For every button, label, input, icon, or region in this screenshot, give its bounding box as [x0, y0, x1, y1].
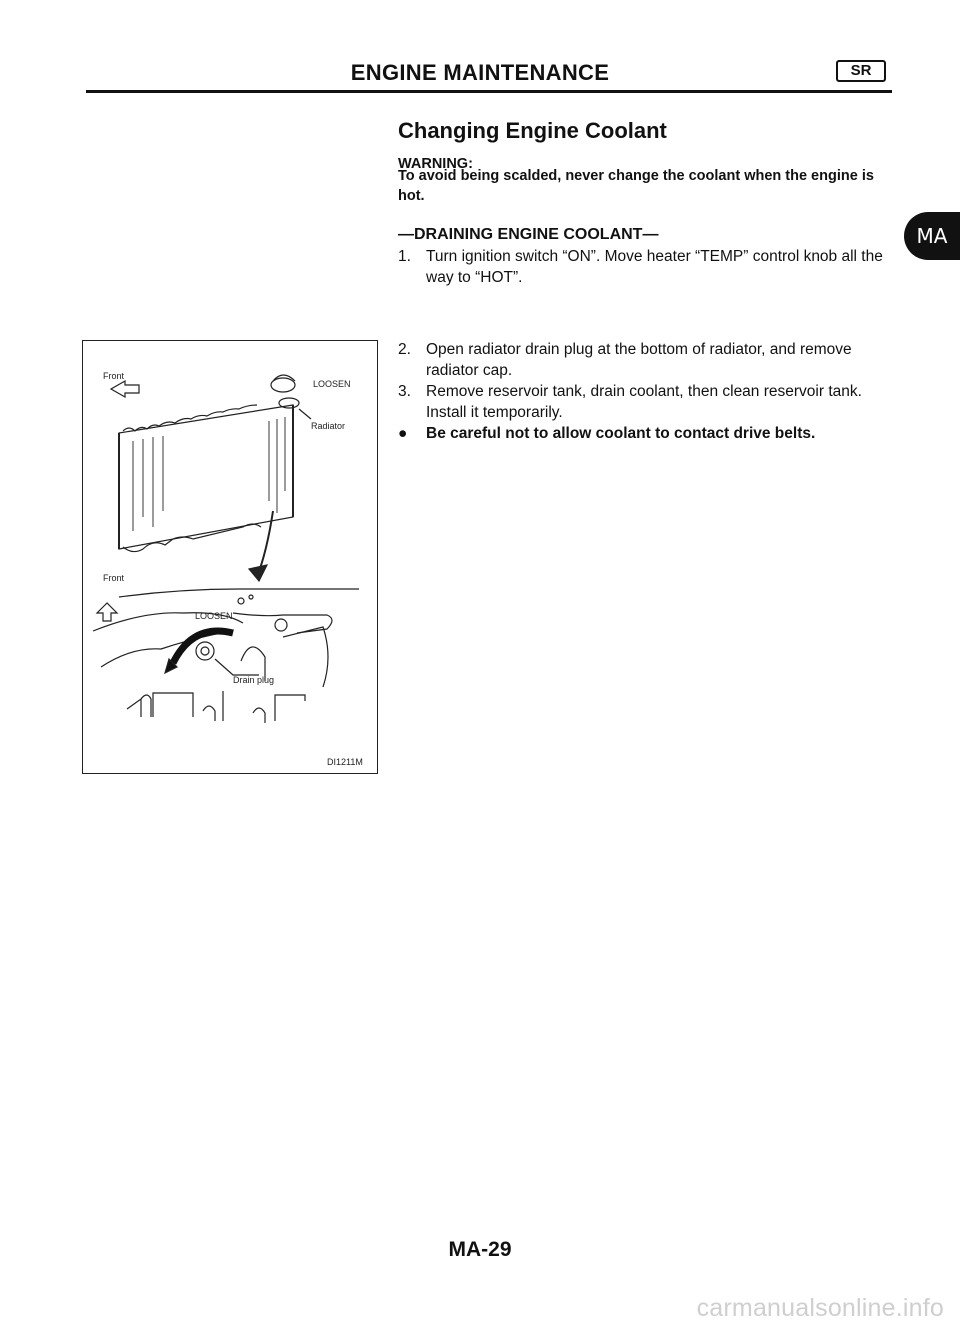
warning-label: WARNING:	[398, 156, 473, 172]
down-arrow-icon	[249, 565, 267, 581]
steps-list-a	[398, 246, 896, 288]
front-arrow-up-icon	[97, 603, 117, 621]
front-label-bottom: Front	[103, 573, 125, 583]
radiator-figure	[82, 340, 378, 774]
page-number: MA-29	[448, 1238, 512, 1261]
front-arrow-icon	[111, 381, 139, 397]
figure-code: DI1211M	[327, 757, 363, 767]
loosen-label-bottom: LOOSEN	[195, 611, 233, 621]
radiator-label: Radiator	[311, 421, 346, 431]
front-label-top: Front	[103, 371, 125, 381]
watermark: carmanualsonline.info	[696, 1294, 944, 1322]
caution-text: Be careful not to allow coolant to contact drive belts.	[426, 425, 816, 442]
step-number: 2.	[398, 341, 411, 358]
warning-body: To avoid being scalded, never change the coolant when the engine is hot.	[398, 168, 874, 204]
step-number: 1.	[398, 248, 411, 265]
step-text: Remove reservoir tank, drain coolant, then clean reservoir tank.	[426, 383, 862, 400]
step-number: 3.	[398, 383, 411, 400]
caution-item	[398, 423, 896, 444]
sr-badge: SR	[836, 60, 886, 82]
drain-plug-label: Drain plug	[233, 675, 275, 685]
header-rule	[86, 90, 892, 93]
bullet: ●	[398, 425, 408, 442]
section-tab-ma[interactable]: MA	[904, 212, 960, 260]
warning-text	[398, 166, 894, 206]
page-header-title: ENGINE MAINTENANCE	[350, 60, 610, 85]
loosen-label-top: LOOSEN	[313, 379, 351, 389]
drain-plug-icon	[196, 642, 214, 660]
step-2	[398, 339, 896, 381]
steps-list-b	[398, 339, 896, 444]
step-3	[398, 381, 896, 423]
radiator-illustration	[83, 341, 377, 773]
step-text: Open radiator drain plug at the bottom of radiator, and remove radiator cap.	[426, 341, 852, 379]
step-text: Turn ignition switch “ON”. Move heater “TEMP” control knob all the way to “HOT”.	[426, 248, 883, 286]
draining-subheading: —DRAINING ENGINE COOLANT—	[398, 226, 659, 243]
step-1	[398, 246, 896, 288]
step-extra: Install it temporarily.	[426, 404, 563, 421]
section-title: Changing Engine Coolant	[398, 118, 667, 143]
